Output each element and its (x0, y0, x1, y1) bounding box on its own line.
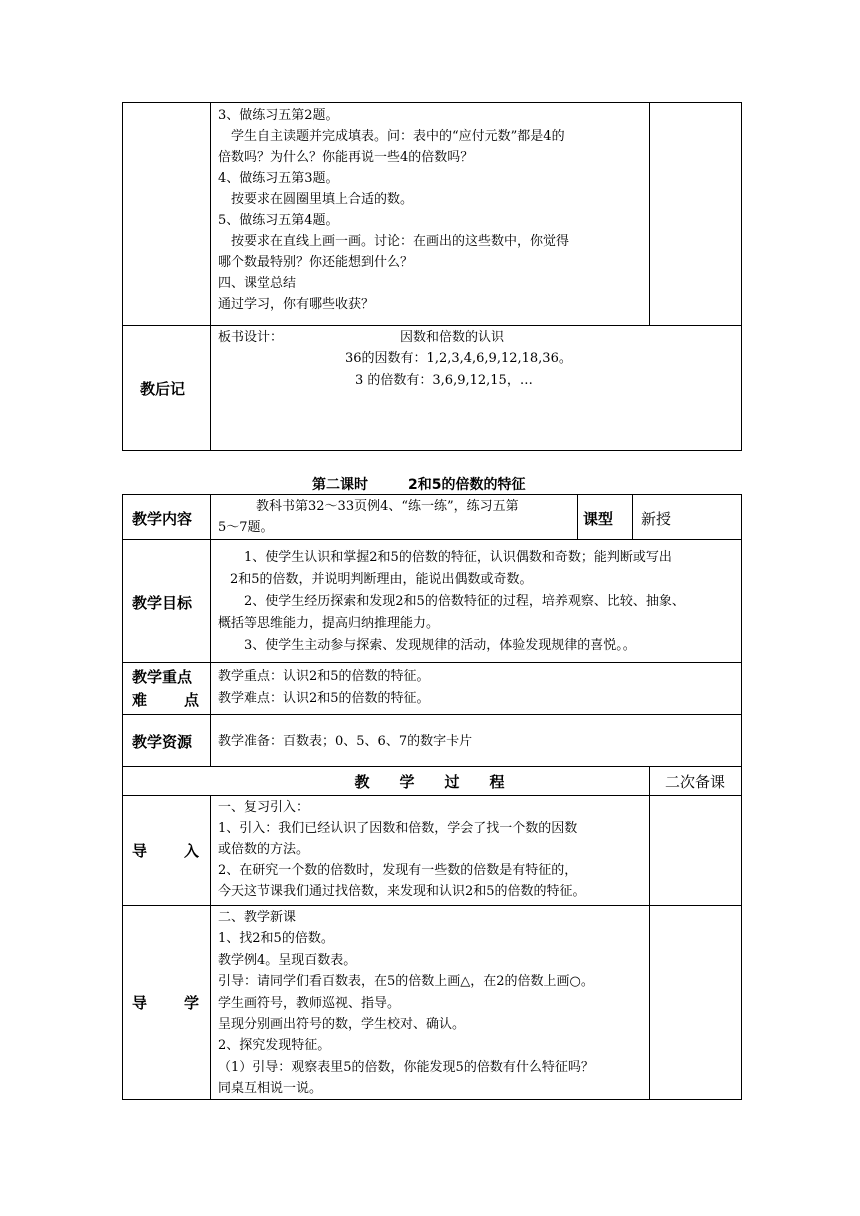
goal-label: 教学目标 (132, 594, 193, 612)
learn-line: 引导：请同学们看百数表，在5的倍数上画△，在2的倍数上画○。 (218, 974, 594, 990)
lesson-type-value: 新授 (641, 510, 672, 528)
learn-label-char: 导 (132, 994, 148, 1012)
content-label: 教学内容 (132, 510, 193, 528)
content-line: 5～7题。 (218, 520, 274, 535)
process-header: 教 学 过 程 (354, 773, 505, 791)
resources-label: 教学资源 (132, 733, 193, 751)
learn-line: 二、教学新课 (218, 910, 297, 925)
board-design-multiples: 3 的倍数有：3,6,9,12,15，… (355, 373, 533, 388)
content-line: 教科书第32～33页例4、“练一练”，练习五第 (256, 499, 519, 514)
learn-line: 2、探究发现特征。 (218, 1038, 331, 1054)
goal-line: 概括等思维能力，提高归纳推理能力。 (218, 616, 440, 631)
process-line: 3、做练习五第2题。 (218, 108, 339, 123)
board-design-factors: 36的因数有：1,2,3,4,6,9,12,18,36。 (345, 351, 572, 366)
goal-line: 3、使学生主动参与探索、发现规律的活动，体验发现规律的喜悦。。 (244, 638, 636, 653)
intro-line: 2、在研究一个数的倍数时，发现有一些数的倍数是有特征的， (218, 863, 578, 878)
process-line: 哪个数最特别？你还能想到什么？ (218, 255, 414, 270)
section-title-lesson: 第二课时 (312, 477, 368, 493)
board-design-label: 板书设计： (218, 330, 284, 345)
process-line: 通过学习，你有哪些收获？ (218, 297, 375, 312)
backup-header: 二次备课 (664, 773, 725, 791)
process-line: 4、做练习五第3题。 (218, 171, 339, 186)
intro-line: 1、引入：我们已经认识了因数和倍数，学会了找一个数的因数 (218, 821, 578, 836)
goal-line: 2、使学生经历探索和发现2和5的倍数特征的过程，培养观察、比较、抽象、 (244, 594, 685, 609)
learn-line: 1、找2和5的倍数。 (218, 931, 334, 947)
process-line: 四、课堂总结 (218, 276, 297, 291)
process-line: 倍数吗？为什么？你能再说一些4的倍数吗？ (218, 150, 474, 165)
process-line: 学生自主读题并完成填表。问：表中的“应付元数”都是4的 (218, 129, 565, 144)
goal-line: 2和5的倍数，并说明判断理由，能说出偶数或奇数。 (230, 572, 533, 587)
learn-line: （1）引导：观察表里5的倍数，你能发现5的倍数有什么特征吗？ (218, 1059, 594, 1075)
difficult-label-char: 点 (184, 691, 200, 709)
intro-label-char: 入 (184, 842, 200, 860)
learn-line: 教学例4。呈现百数表。 (218, 952, 357, 968)
learn-line: 呈现分别画出符号的数，学生校对、确认。 (218, 1017, 466, 1033)
process-text-block (218, 105, 646, 315)
key-point-line: 教学重点：认识2和5的倍数的特征。 (218, 669, 430, 684)
difficult-point-line: 教学难点：认识2和5的倍数的特征。 (218, 691, 430, 706)
process-line: 按要求在直线上画一画。讨论：在画出的这些数中，你觉得 (218, 234, 570, 249)
resources-value: 教学准备：百数表；0、5、6、7的数字卡片 (218, 734, 473, 749)
process-line: 5、做练习五第4题。 (218, 213, 339, 228)
after-class-label: 教后记 (140, 380, 186, 398)
learn-label-char: 学 (184, 994, 200, 1012)
difficult-label-char: 难 (132, 691, 148, 709)
lesson-type-label: 课型 (583, 510, 614, 528)
intro-label-char: 导 (132, 842, 148, 860)
intro-text-block (218, 797, 646, 902)
intro-line: 一、复习引入： (218, 800, 310, 815)
intro-line: 或倍数的方法。 (218, 842, 310, 857)
learn-line: 学生画符号，教师巡视、指导。 (218, 995, 401, 1011)
intro-line: 今天这节课我们通过找倍数，来发现和认识2和5的倍数的特征。 (218, 884, 586, 899)
learn-text-block (218, 907, 646, 1100)
goal-line: 1、使学生认识和掌握2和5的倍数的特征，认识偶数和奇数；能判断或写出 (244, 550, 672, 565)
board-design-title: 因数和倍数的认识 (400, 330, 505, 345)
learn-line: 同桌互相说一说。 (218, 1081, 323, 1097)
key-points-label: 教学重点 (132, 668, 193, 686)
goal-text-block (218, 547, 738, 657)
section-title-topic: 2和5的倍数的特征 (408, 477, 526, 493)
process-line: 按要求在圆圈里填上合适的数。 (218, 192, 414, 207)
